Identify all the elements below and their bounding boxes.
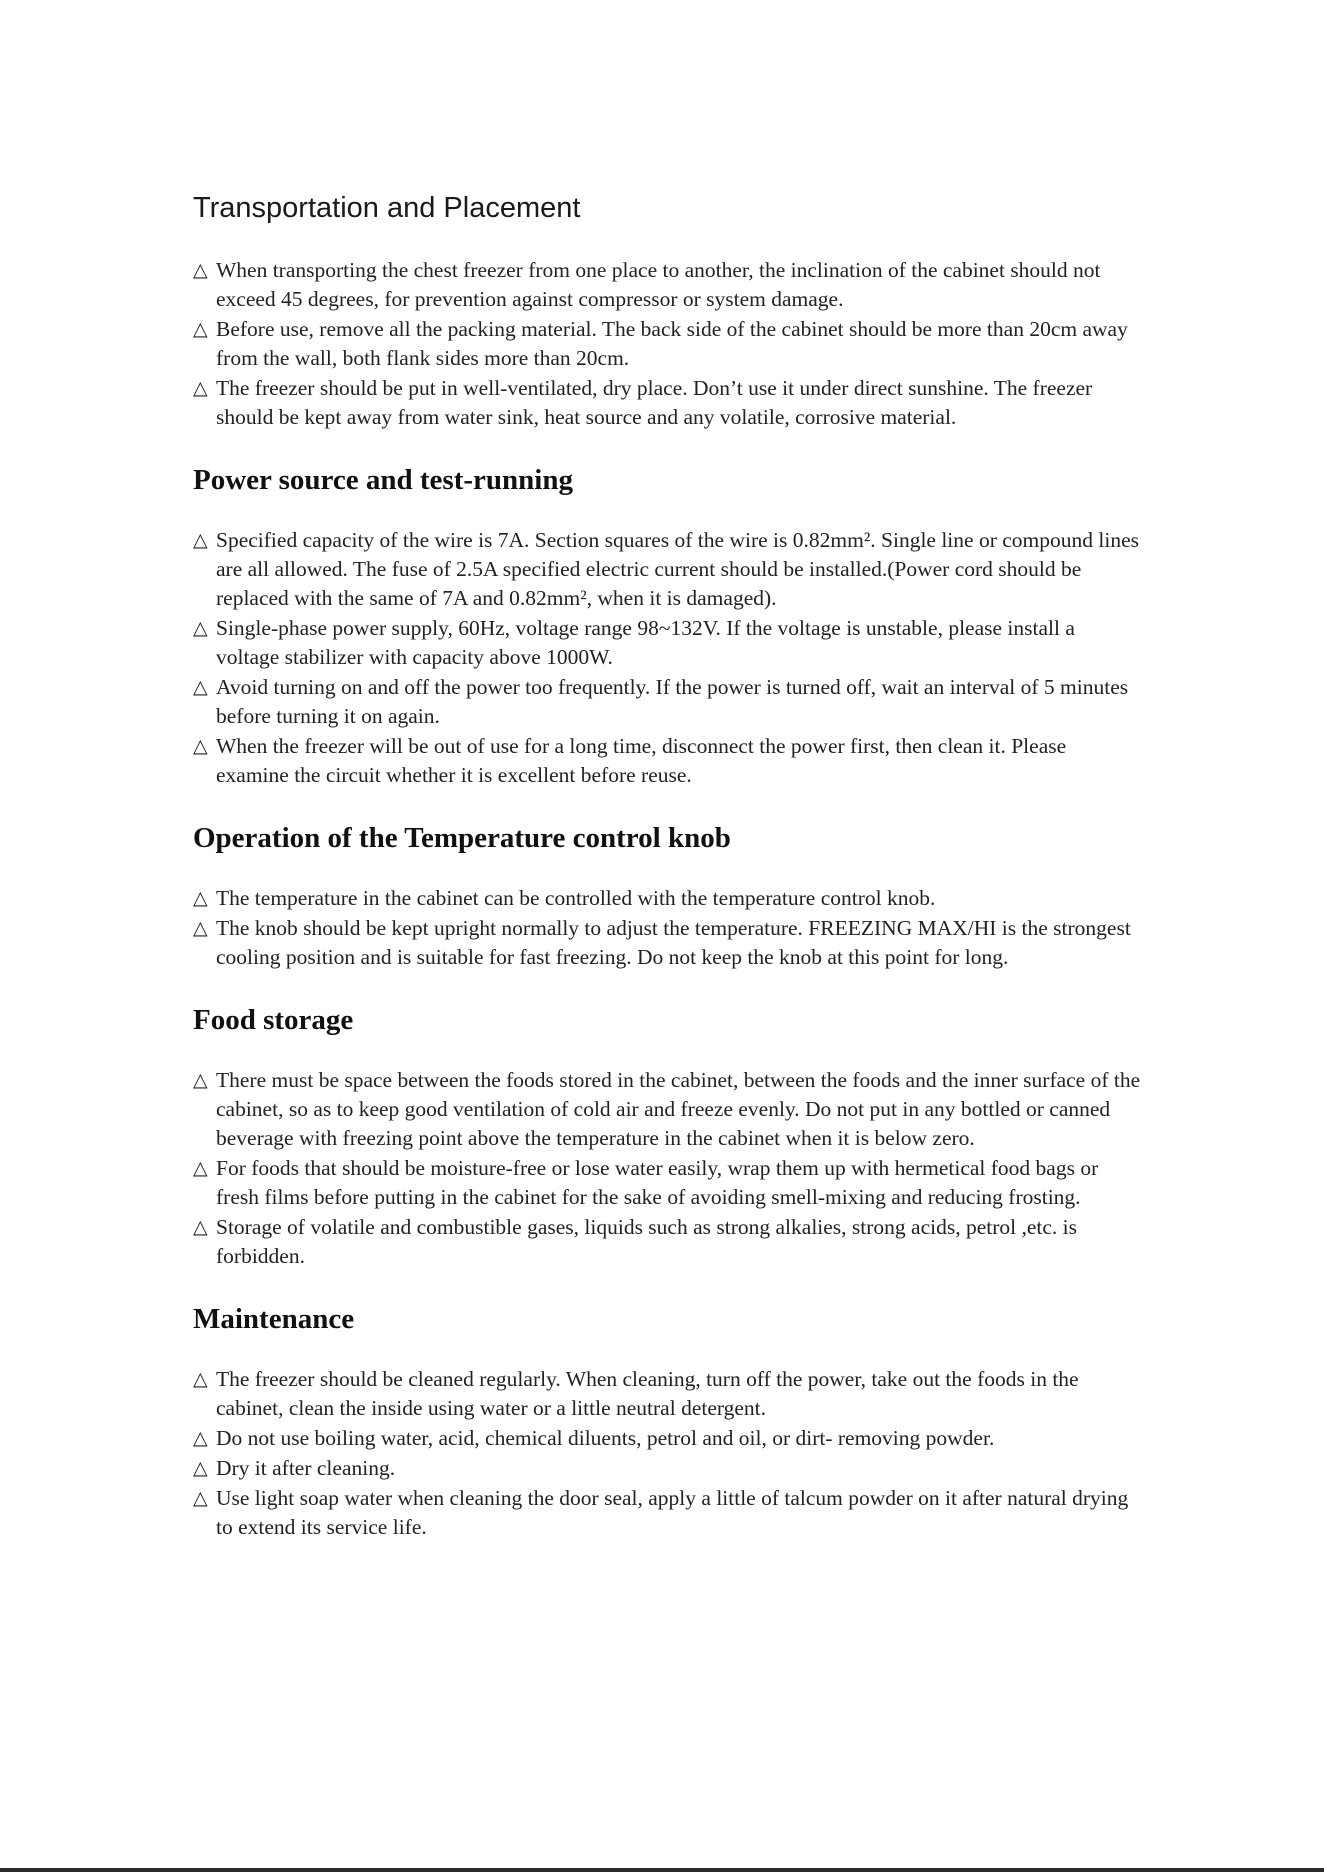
page-bottom-edge xyxy=(0,1868,1324,1872)
warning-text: When the freezer will be out of use for a long time, disconnect the power first, then clean it. Please examine the circuit whether it is excellent before reuse. xyxy=(216,734,1067,787)
warning-triangle-icon: △ xyxy=(193,377,208,399)
warning-triangle-icon: △ xyxy=(193,1157,208,1179)
warning-triangle-icon: △ xyxy=(193,529,208,551)
warning-triangle-icon: △ xyxy=(193,617,208,639)
warning-triangle-icon: △ xyxy=(193,1457,208,1479)
warning-list xyxy=(193,884,1143,972)
warning-text: Specified capacity of the wire is 7A. Section squares of the wire is 0.82mm². Single line or compound lines are all allowed. The fuse of 2.5A specified electric current should be installed.(Power cord should be replaced with the same of 7A and 0.82mm², when it is damaged). xyxy=(216,528,1139,610)
warning-triangle-icon: △ xyxy=(193,1427,208,1449)
warning-item xyxy=(193,1154,1143,1212)
section-heading: Power source and test-running xyxy=(193,464,573,496)
warning-item xyxy=(193,1454,1143,1483)
section-food-storage xyxy=(193,1000,1143,1271)
warning-list xyxy=(193,1365,1143,1542)
warning-triangle-icon: △ xyxy=(193,1368,208,1390)
section-heading: Food storage xyxy=(193,1004,354,1036)
section-power-source xyxy=(193,460,1143,790)
warning-triangle-icon: △ xyxy=(193,676,208,698)
warning-triangle-icon: △ xyxy=(193,887,208,909)
warning-text: Dry it after cleaning. xyxy=(216,1456,396,1480)
warning-list xyxy=(193,1066,1143,1271)
warning-triangle-icon: △ xyxy=(193,318,208,340)
warning-text: Avoid turning on and off the power too frequently. If the power is turned off, wait an interval of 5 minutes before turning it on again. xyxy=(216,675,1129,728)
warning-triangle-icon: △ xyxy=(193,735,208,757)
warning-item xyxy=(193,614,1143,672)
warning-text: Storage of volatile and combustible gases, liquids such as strong alkalies, strong acids, petrol ,etc. is forbidden. xyxy=(216,1215,1078,1268)
warning-text: Single-phase power supply, 60Hz, voltage range 98~132V. If the voltage is unstable, please install a voltage stabilizer with capacity above 1000W. xyxy=(216,616,1075,669)
section-heading: Operation of the Temperature control knob xyxy=(193,822,731,854)
warning-item xyxy=(193,1365,1143,1423)
warning-item xyxy=(193,1424,1143,1453)
warning-item xyxy=(193,374,1143,432)
warning-list xyxy=(193,256,1143,432)
warning-text: When transporting the chest freezer from one place to another, the inclination of the cabinet should not exceed 45 degrees, for prevention against compressor or system damage. xyxy=(216,258,1101,311)
warning-triangle-icon: △ xyxy=(193,917,208,939)
warning-item xyxy=(193,315,1143,373)
warning-item xyxy=(193,256,1143,314)
warning-text: The temperature in the cabinet can be controlled with the temperature control knob. xyxy=(216,886,936,910)
section-maintenance xyxy=(193,1299,1143,1542)
warning-item xyxy=(193,1066,1143,1153)
warning-item xyxy=(193,914,1143,972)
warning-text: The freezer should be put in well-ventilated, dry place. Don’t use it under direct sunshine. The freezer should be kept away from water sink, heat source and any volatile, corrosive material. xyxy=(216,376,1093,429)
warning-text: The knob should be kept upright normally to adjust the temperature. FREEZING MAX/HI is the strongest cooling position and is suitable for fast freezing. Do not keep the knob at this point for long. xyxy=(216,916,1131,969)
warning-item xyxy=(193,526,1143,613)
warning-list xyxy=(193,526,1143,790)
section-temperature-knob xyxy=(193,818,1143,972)
warning-text: There must be space between the foods stored in the cabinet, between the foods and the inner surface of the cabinet, so as to keep good ventilation of cold air and freeze evenly. Do not put in any bottled or canned beverage with freezing point above the temperature in the cabinet when it is below zero. xyxy=(216,1068,1141,1150)
warning-text: For foods that should be moisture-free or lose water easily, wrap them up with hermetical food bags or fresh films before putting in the cabinet for the sake of avoiding smell-mixing and reducing frosting. xyxy=(216,1156,1099,1209)
section-heading: Maintenance xyxy=(193,1303,355,1335)
warning-triangle-icon: △ xyxy=(193,1487,208,1509)
warning-triangle-icon: △ xyxy=(193,259,208,281)
warning-item xyxy=(193,732,1143,790)
warning-text: Do not use boiling water, acid, chemical diluents, petrol and oil, or dirt- removing powder. xyxy=(216,1426,995,1450)
warning-item xyxy=(193,884,1143,913)
warning-item xyxy=(193,1484,1143,1542)
warning-item xyxy=(193,1213,1143,1271)
warning-text: The freezer should be cleaned regularly. When cleaning, turn off the power, take out the foods in the cabinet, clean the inside using water or a little neutral detergent. xyxy=(216,1367,1079,1420)
section-heading: Transportation and Placement xyxy=(193,192,581,224)
warning-text: Before use, remove all the packing material. The back side of the cabinet should be more than 20cm away from the wall, both flank sides more than 20cm. xyxy=(216,317,1128,370)
warning-triangle-icon: △ xyxy=(193,1216,208,1238)
warning-item xyxy=(193,673,1143,731)
section-transportation-placement xyxy=(193,188,1143,432)
warning-triangle-icon: △ xyxy=(193,1069,208,1091)
warning-text: Use light soap water when cleaning the door seal, apply a little of talcum powder on it after natural drying to extend its service life. xyxy=(216,1486,1129,1539)
document-content xyxy=(193,188,1143,1570)
